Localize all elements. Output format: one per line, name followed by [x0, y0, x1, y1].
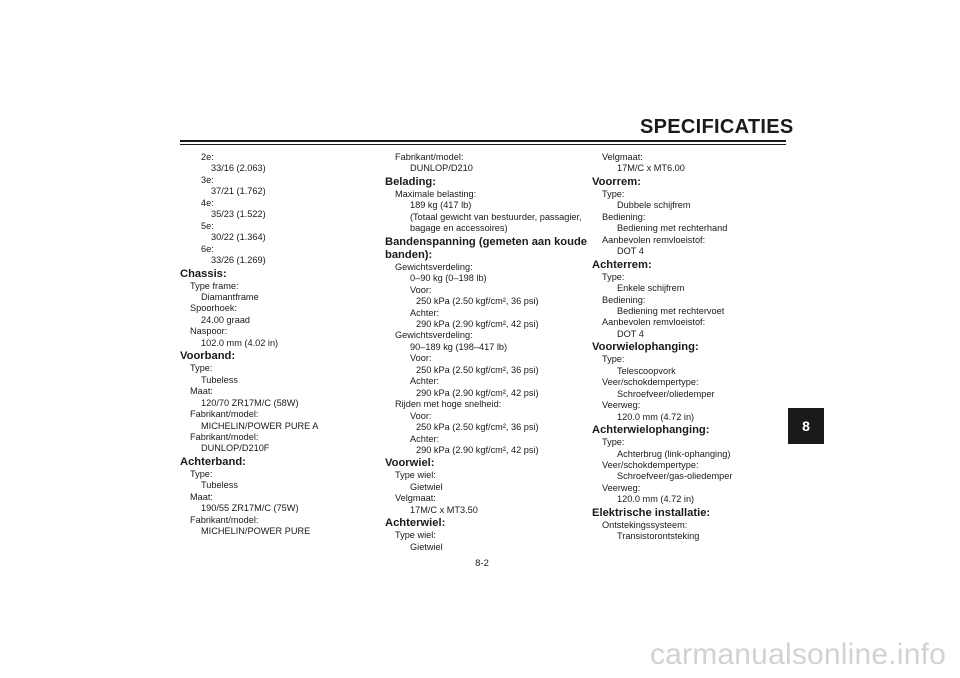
- spec-label: Bediening:: [602, 294, 646, 305]
- section-heading-rear-tire: Achterband:: [180, 455, 246, 468]
- spec-value: 189 kg (417 lb): [410, 200, 472, 211]
- spec-value: Dubbele schijfrem: [617, 200, 691, 211]
- spec-label: Type:: [602, 437, 625, 448]
- spec-label: Type:: [190, 363, 213, 374]
- spec-label: 3e:: [201, 174, 214, 185]
- header-rule-thick: [180, 140, 786, 142]
- spec-value: 290 kPa (2.90 kgf/cm², 42 psi): [416, 318, 539, 329]
- page-number: 8-2: [475, 558, 489, 569]
- spec-value: MICHELIN/POWER PURE: [201, 526, 311, 537]
- spec-value: Bediening met rechterhand: [617, 223, 728, 234]
- spec-value: 24.00 graad: [201, 314, 251, 325]
- spec-value: 290 kPa (2.90 kgf/cm², 42 psi): [416, 387, 539, 398]
- watermark: carmanualsonline.info: [649, 638, 946, 671]
- spec-value: 250 kPa (2.50 kgf/cm², 36 psi): [416, 296, 539, 307]
- spec-value: 30/22 (1.364): [211, 232, 266, 243]
- spec-label: Type:: [602, 354, 625, 365]
- spec-label: Bediening:: [602, 211, 646, 222]
- header-rule-thin: [180, 144, 786, 145]
- spec-value: Tubeless: [201, 480, 238, 491]
- spec-label: Maximale belasting:: [395, 188, 477, 199]
- spec-value: 250 kPa (2.50 kgf/cm², 36 psi): [416, 422, 539, 433]
- spec-column-2: [385, 152, 595, 553]
- spec-label: Voor:: [410, 284, 432, 295]
- spec-label: Velgmaat:: [395, 493, 436, 504]
- spec-label: Rijden met hoge snelheid:: [395, 399, 502, 410]
- section-heading-rear-brake: Achterrem:: [592, 258, 652, 271]
- spec-value: 33/16 (2.063): [211, 163, 266, 174]
- spec-label: Naspoor:: [190, 326, 228, 337]
- spec-value: 120.0 mm (4.72 in): [617, 494, 695, 505]
- section-heading-loading: Belading:: [385, 175, 436, 188]
- spec-label: Maat:: [190, 491, 213, 502]
- spec-value: 90–189 kg (198–417 lb): [410, 341, 508, 352]
- spec-value: 120/70 ZR17M/C (58W): [201, 397, 299, 408]
- section-heading-chassis: Chassis:: [180, 267, 227, 280]
- spec-label: Veer/schokdempertype:: [602, 377, 699, 388]
- spec-value: 290 kPa (2.90 kgf/cm², 42 psi): [416, 444, 539, 455]
- spec-label: 4e:: [201, 197, 214, 208]
- spec-value: DOT 4: [617, 328, 644, 339]
- spec-label: Aanbevolen remvloeistof:: [602, 317, 706, 328]
- page-title: SPECIFICATIES: [640, 116, 794, 138]
- spec-value: 37/21 (1.762): [211, 186, 266, 197]
- spec-value: 102.0 mm (4.02 in): [201, 337, 279, 348]
- spec-label: Fabrikant/model:: [395, 152, 464, 162]
- spec-value: DOT 4: [617, 246, 644, 257]
- spec-value: 35/23 (1.522): [211, 209, 266, 220]
- spec-label: Fabrikant/model:: [190, 514, 259, 525]
- spec-label: Fabrikant/model:: [190, 409, 259, 420]
- spec-label: Type wiel:: [395, 470, 436, 481]
- spec-value: DUNLOP/D210F: [201, 443, 270, 454]
- spec-label: Type frame:: [190, 280, 239, 291]
- section-heading-rear-suspension: Achterwielophanging:: [592, 424, 710, 437]
- spec-value: Bediening met rechtervoet: [617, 305, 725, 316]
- spec-label: Spoorhoek:: [190, 303, 237, 314]
- spec-label: Gewichtsverdeling:: [395, 330, 473, 341]
- section-heading-rear-wheel: Achterwiel:: [385, 517, 446, 530]
- spec-label: 5e:: [201, 220, 214, 231]
- spec-label: Fabrikant/model:: [190, 431, 259, 442]
- spec-column-1: [180, 152, 390, 538]
- spec-label: Achter:: [410, 433, 440, 444]
- spec-label: Type wiel:: [395, 530, 436, 541]
- spec-label: Achter:: [410, 307, 440, 318]
- spec-label: Veer/schokdempertype:: [602, 459, 699, 470]
- spec-label: Maat:: [190, 386, 213, 397]
- section-heading-front-tire: Voorband:: [180, 350, 236, 363]
- section-heading-electrical: Elektrische installatie:: [592, 506, 711, 519]
- spec-label: 2e:: [201, 152, 214, 162]
- spec-label: Type:: [602, 271, 625, 282]
- spec-value: Achterbrug (link-ophanging): [617, 448, 731, 459]
- spec-value: 120.0 mm (4.72 in): [617, 411, 695, 422]
- spec-label: Voor:: [410, 353, 432, 364]
- spec-label: Veerweg:: [602, 482, 641, 493]
- spec-value: Tubeless: [201, 374, 238, 385]
- section-heading-tire-pressure: Bandenspanning (gemeten aan koude banden):: [385, 235, 588, 261]
- spec-value: Schroefveer/gas-oliedemper: [617, 471, 733, 482]
- spec-value: Schroefveer/oliedemper: [617, 388, 715, 399]
- spec-label: 6e:: [201, 243, 214, 254]
- spec-value: 0–90 kg (0–198 lb): [410, 273, 487, 284]
- spec-value: 190/55 ZR17M/C (75W): [201, 503, 299, 514]
- spec-label: Achter:: [410, 376, 440, 387]
- section-heading-front-brake: Voorrem:: [592, 175, 641, 188]
- spec-label: Type:: [190, 468, 213, 479]
- spec-value: Telescoopvork: [617, 365, 676, 376]
- chapter-tab[interactable]: 8: [788, 408, 824, 444]
- spec-value: Transistorontsteking: [617, 531, 700, 542]
- spec-value: Gietwiel: [410, 481, 443, 492]
- spec-note: (Totaal gewicht van bestuurder, passagier, bagage en accessoires): [410, 211, 582, 234]
- spec-value: DUNLOP/D210: [410, 163, 473, 174]
- spec-value: Gietwiel: [410, 541, 443, 552]
- spec-column-3: [592, 152, 802, 543]
- spec-value: 33/26 (1.269): [211, 255, 266, 266]
- spec-value: Enkele schijfrem: [617, 283, 685, 294]
- spec-label: Velgmaat:: [602, 152, 643, 162]
- spec-label: Type:: [602, 188, 625, 199]
- spec-label: Aanbevolen remvloeistof:: [602, 234, 706, 245]
- spec-value: 17M/C x MT3.50: [410, 504, 478, 515]
- spec-value: 250 kPa (2.50 kgf/cm², 36 psi): [416, 364, 539, 375]
- spec-label: Ontstekingssysteem:: [602, 519, 688, 530]
- section-heading-front-suspension: Voorwielophanging:: [592, 341, 699, 354]
- spec-value: MICHELIN/POWER PURE A: [201, 420, 319, 431]
- spec-label: Voor:: [410, 410, 432, 421]
- spec-label: Gewichtsverdeling:: [395, 261, 473, 272]
- section-heading-front-wheel: Voorwiel:: [385, 457, 435, 470]
- spec-value: 17M/C x MT6.00: [617, 163, 685, 174]
- spec-value: Diamantframe: [201, 291, 259, 302]
- spec-label: Veerweg:: [602, 400, 641, 411]
